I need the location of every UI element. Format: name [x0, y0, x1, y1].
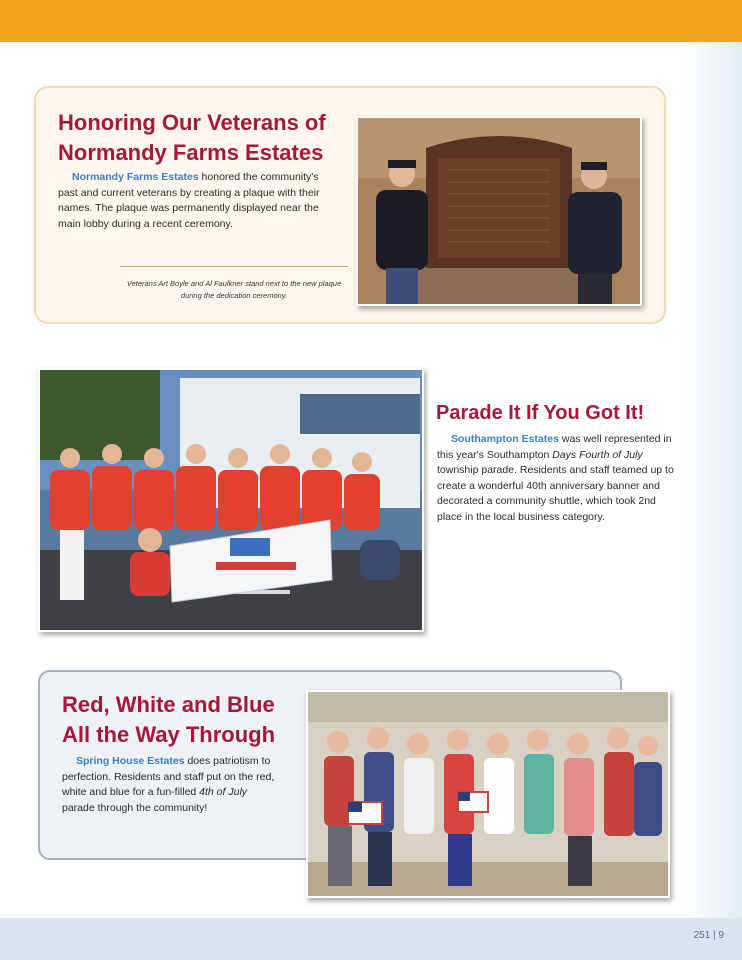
parade-article-event-name: Days Fourth of July: [552, 448, 643, 461]
community-name-highlight: Southampton Estates: [451, 433, 559, 445]
veterans-article-title: Honoring Our Veterans of Normandy Farms Estates: [58, 110, 326, 165]
parade-article-title: Parade It If You Got It!: [436, 402, 645, 424]
top-accent-bar: [0, 0, 742, 42]
right-gradient-edge: [682, 42, 742, 922]
parade-article-text-1: was well represented in this year's Southampton: [437, 433, 672, 461]
community-name-highlight: Normandy Farms Estates: [72, 171, 199, 183]
parade-group-photo: [38, 368, 424, 632]
parade-article-body: [437, 432, 677, 525]
bottom-band: [0, 918, 742, 960]
veterans-article-body: [58, 170, 333, 232]
caption-divider: [120, 266, 348, 267]
parade-photo-illustration: [40, 370, 422, 630]
veterans-article-text: honored the community's past and current veterans by creating a plaque with their names. The plaque was permanently displayed near the main lobby during a recent ceremony.: [58, 171, 320, 230]
patriotic-article-text-2: parade through the community!: [62, 801, 208, 814]
patriotic-article-title: Red, White and Blue All the Way Through: [62, 692, 276, 747]
veterans-photo-caption: Veterans Art Boyle and Al Faulkner stand next to the new plaque during the dedication ceremony.: [126, 279, 342, 300]
patriotic-article-event-name: 4th of July: [199, 786, 248, 798]
patriotic-article-body: [62, 754, 282, 816]
veterans-photo-illustration: [358, 118, 640, 304]
patriotic-costume-photo: [306, 690, 670, 898]
patriotic-photo-illustration: [308, 692, 668, 896]
community-name-highlight: Spring House Estates: [76, 755, 185, 767]
patriotic-article-text-1: does patriotism to perfection. Residents and staff put on the red, white and blue for a fun-filled: [62, 755, 275, 798]
veterans-plaque-photo: [356, 116, 642, 306]
parade-article-text-2: township parade. Residents and staff teamed up to create a wonderful 40th anniversary banner and decorated a community shuttle, which took 2nd place in the local business category.: [437, 464, 674, 523]
page-number: 251 | 9: [693, 930, 724, 941]
